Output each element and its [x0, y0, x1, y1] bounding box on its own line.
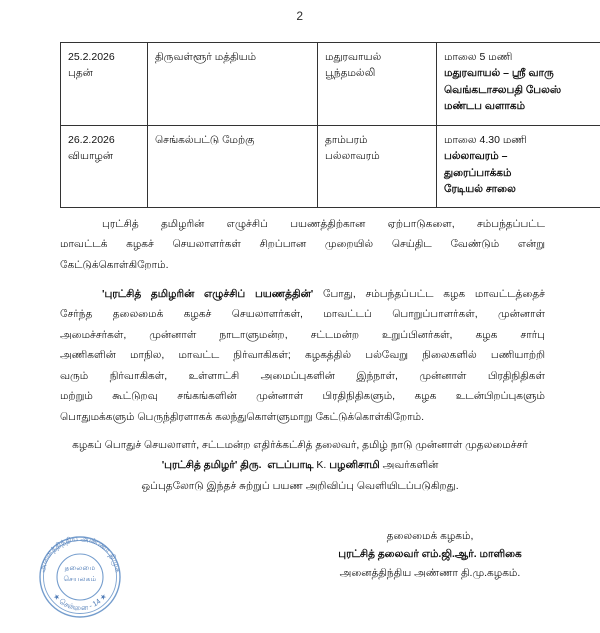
paragraph-line: சேர்ந்த தலைமைக் கழகச் செயலாளர்கள், மாவட்டப் பொறுப்பாளர்கள், முன்னாள்: [60, 308, 545, 321]
signature-party-name: அனைத்திந்திய அண்ணா தி.மு.கழகம்.: [339, 566, 521, 579]
approval-line-leader: [0, 455, 600, 475]
approval-block: [0, 435, 600, 496]
constituency-line: திருவள்ளூர் மத்தியம்: [155, 51, 257, 63]
table-cell-constituency: [148, 126, 318, 208]
leader-name: பழனிசாமி: [329, 459, 380, 472]
table-row: [61, 43, 600, 126]
signature-building: புரட்சித் தலைவர் எம்.ஜி.ஆர். மாளிகை: [338, 548, 522, 561]
leader-initial: K.: [316, 459, 327, 472]
seal-outer-text-bottom: ★ சென்னை - 14 ★: [51, 591, 109, 613]
paragraph-line: பொதுமக்களும் பெருந்திரளாகக் கலந்துகொள்ளுமாறு கேட்டுக்கொள்கிறோம்.: [60, 410, 424, 423]
table-cell-constituency: [148, 43, 318, 126]
paragraph-invitation: [60, 284, 545, 427]
table-cell-route: [318, 126, 437, 208]
paragraph-line: அமைச்சர்கள், முன்னாள் நாடாளுமன்ற, சட்டமன்ற உறுப்பினர்கள், கழக சார்பு: [60, 328, 545, 341]
leader-prefix-name: எடப்பாடி: [267, 459, 314, 472]
approval-line-statement: ஒப்புதலோடு இந்தச் சுற்றுப் பயண அறிவிப்பு வெளியிடப்படுகிறது.: [141, 479, 459, 492]
table-cell-route: [318, 43, 437, 126]
paragraph-line: கேட்டுக்கொள்கிறோம்.: [60, 258, 169, 271]
paragraph-line: வரும் நிர்வாகிகள், உள்ளாட்சி அமைப்புகளின் இந்நாள், முன்னாள் பிரதிநிதிகள்: [60, 369, 545, 382]
approval-line-designations: கழகப் பொதுச் செயலாளர், சட்டமன்ற எதிர்க்கட்சித் தலைவர், தமிழ் நாடு முன்னாள் முதலமைச்சர்: [72, 439, 528, 451]
quoted-campaign-name: 'புரட்சித் தமிழரின் எழுச்சிப் பயணத்தின்': [102, 288, 314, 300]
official-seal-stamp: [28, 523, 132, 627]
venue-line: துரைப்பாக்கம்: [444, 166, 512, 179]
leader-epithet: 'புரட்சித் தமிழர்': [161, 459, 238, 472]
paragraph-line: மற்றும் கூட்டுறவு சங்கங்களின் முன்னாள் பிரதிநிதிகளும், கழக உடன்பிறப்புகளும்: [60, 390, 545, 403]
route-line: மதுரவாயல்: [325, 51, 382, 63]
leader-honorific: திரு.: [240, 459, 262, 472]
date-line: 25.2.2026: [68, 51, 115, 63]
route-line: தாம்பரம்: [325, 134, 368, 146]
venue-line: மதுரவாயல் – ஸ்ரீ வாரு: [444, 67, 554, 80]
paragraph-text: போது, சம்பந்தப்பட்ட கழக மாவட்டத்தைச்: [313, 288, 545, 300]
table-cell-date: [61, 43, 148, 126]
venue-time: மாலை 4.30 மணி: [444, 134, 527, 146]
paragraph-line: அணிகளின் மாநில, மாவட்ட நிர்வாகிகள்; கழகத்தில் பல்வேறு நிலைகளில் பணியாற்றி: [60, 349, 545, 362]
seal-center-line: தலைமை: [64, 563, 96, 572]
paragraph-line: மாவட்டக் கழகச் செயலாளர்கள் சிறப்பான முறையில் செய்திட வேண்டும் என்று: [60, 238, 545, 251]
venue-line: மண்டப வளாகம்: [444, 99, 526, 112]
day-line: வியாழன்: [68, 150, 114, 163]
venue-line: வெங்கடாசலபதி பேலஸ்: [444, 83, 562, 96]
date-line: 26.2.2026: [68, 134, 115, 146]
venue-line: பல்லாவரம் –: [444, 150, 508, 163]
table-cell-venue: [437, 126, 600, 208]
table-cell-venue: [437, 43, 600, 126]
paragraph-line: [60, 214, 545, 234]
day-line: புதன்: [68, 67, 93, 80]
page-number: 2: [296, 9, 304, 23]
signature-block: [300, 527, 560, 582]
route-line: பல்லாவரம்: [325, 150, 380, 163]
schedule-table: [60, 42, 600, 208]
svg-text:★ சென்னை - 14 ★: [51, 591, 108, 612]
route-line: பூந்தமல்லி: [325, 67, 376, 80]
venue-line: ரேடியல் சாலை: [444, 182, 516, 195]
seal-center-line: செயலகம்: [63, 573, 97, 583]
seal-center-text: [28, 563, 132, 585]
paragraph-text: புரட்சித் தமிழரின் எழுச்சிப் பயணத்திற்கான ஏற்பாடுகளை, சம்பந்தப்பட்ட: [102, 218, 545, 230]
table-row: [61, 126, 600, 208]
signature-headquarters: தலைமைக் கழகம்,: [386, 530, 474, 542]
leader-suffix: அவர்களின்: [382, 459, 439, 472]
constituency-line: செங்கல்பட்டு மேற்கு: [155, 134, 255, 146]
paragraph-arrangements: [60, 214, 545, 275]
table-cell-date: [61, 126, 148, 208]
paragraph-line: [60, 284, 545, 304]
venue-time: மாலை 5 மணி: [444, 51, 513, 63]
seal-outer-text-top: அனைத்திந்திய அண்ணா திமுக: [37, 533, 123, 574]
